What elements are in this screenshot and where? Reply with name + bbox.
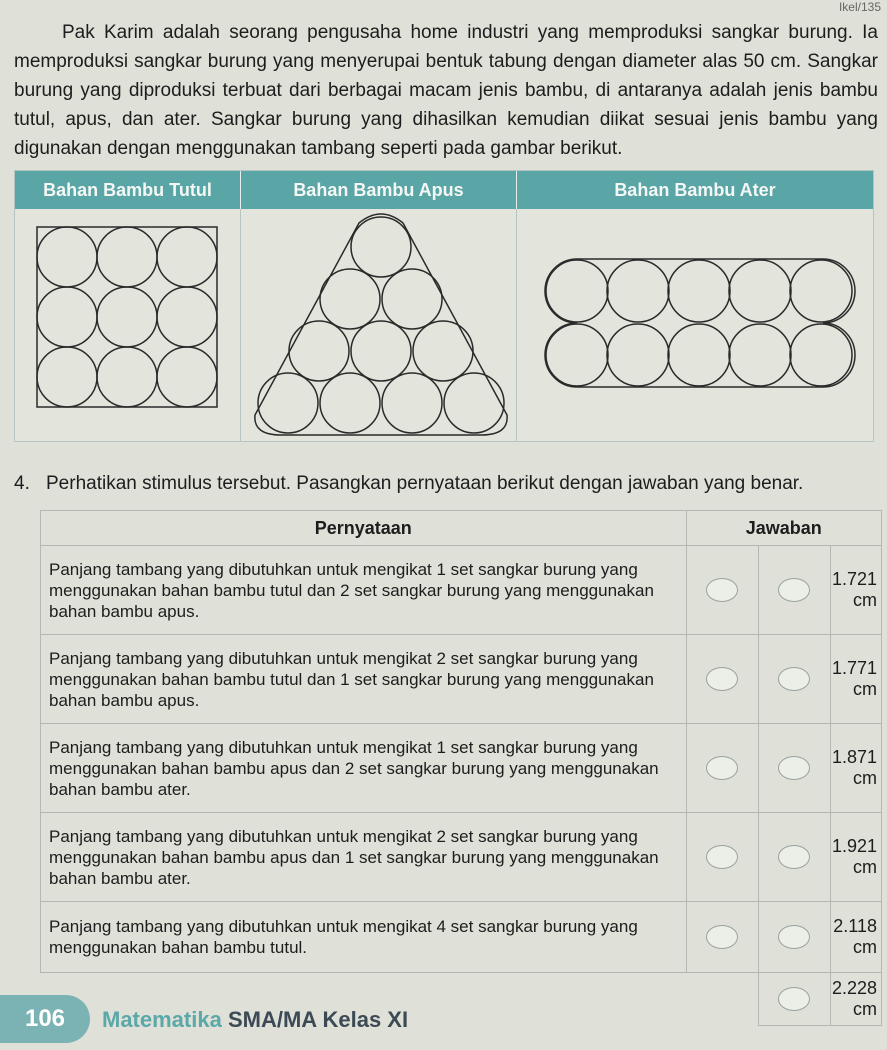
book-level: SMA/MA Kelas XI (227, 1007, 409, 1032)
matching-table (40, 510, 882, 1026)
book-subject: Matematika (102, 1007, 222, 1032)
answer-5: 2.118 cm (830, 902, 881, 973)
answer-connector-1[interactable] (778, 578, 810, 602)
header-tutul: Bahan Bambu Tutul (15, 171, 241, 209)
corner-page-ref: Ikel/135 (838, 0, 881, 14)
answer-6: 2.228 cm (830, 973, 881, 1026)
book-title (102, 1007, 408, 1033)
page-number: 106 (0, 995, 90, 1043)
header-apus: Bahan Bambu Apus (241, 171, 517, 209)
answer-2: 1.771 cm (830, 635, 881, 724)
statement-1: Panjang tambang yang dibutuhkan untuk mengikat 1 set sangkar burung yang menggunakan bahan bambu tutul dan 2 set sangkar burung yang menggunakan bahan bambu apus. (41, 546, 687, 635)
table-row (41, 902, 882, 973)
header-ater: Bahan Bambu Ater (614, 179, 776, 200)
question-text: Perhatikan stimulus tersebut. Pasangkan pernyataan berikut dengan jawaban yang benar. (46, 473, 804, 494)
apus-figure-cell (241, 209, 517, 441)
col-answer-header: Jawaban (686, 511, 881, 546)
tutul-figure-cell (15, 209, 241, 441)
statement-5: Panjang tambang yang dibutuhkan untuk mengikat 4 set sangkar burung yang menggunakan bahan bambu tutul. (41, 902, 687, 973)
ater-figure-cell (517, 209, 873, 441)
tutul-bundle-diagram (15, 209, 240, 441)
answer-connector-5[interactable] (778, 925, 810, 949)
question-number: 4. (14, 473, 30, 494)
table-header-row (41, 511, 882, 546)
answer-1: 1.721 cm (830, 546, 881, 635)
col-statement-header: Pernyataan (41, 511, 687, 546)
table-row (41, 635, 882, 724)
table-row (41, 546, 882, 635)
stimulus-header (15, 171, 873, 209)
table-row (41, 724, 882, 813)
question-4 (14, 473, 803, 495)
statement-connector-4[interactable] (706, 845, 738, 869)
statement-3: Panjang tambang yang dibutuhkan untuk mengikat 1 set sangkar burung yang menggunakan bahan bambu apus dan 2 set sangkar burung yang menggunakan bahan bambu ater. (41, 724, 687, 813)
answer-connector-4[interactable] (778, 845, 810, 869)
statement-connector-3[interactable] (706, 756, 738, 780)
answer-4: 1.921 cm (830, 813, 881, 902)
statement-2: Panjang tambang yang dibutuhkan untuk mengikat 2 set sangkar burung yang menggunakan bahan bambu tutul dan 1 set sangkar burung yang menggunakan bahan bambu apus. (41, 635, 687, 724)
answer-3: 1.871 cm (830, 724, 881, 813)
table-row (41, 813, 882, 902)
intro-paragraph (14, 18, 878, 163)
apus-bundle-diagram (241, 209, 516, 441)
statement-4: Panjang tambang yang dibutuhkan untuk mengikat 2 set sangkar burung yang menggunakan bahan bambu apus dan 1 set sangkar burung yang menggunakan bahan bambu ater. (41, 813, 687, 902)
statement-connector-1[interactable] (706, 578, 738, 602)
page-footer (0, 995, 887, 1047)
statement-connector-5[interactable] (706, 925, 738, 949)
statement-connector-2[interactable] (706, 667, 738, 691)
answer-connector-2[interactable] (778, 667, 810, 691)
intro-text: Pak Karim adalah seorang pengusaha home industri yang memproduksi sangkar burung. Ia memproduksi sangkar burung yang menyerupai bentuk tabung dengan diameter alas 50 cm. Sangkar burung yang diproduksi terbuat dari berbagai macam jenis bambu, di antaranya adalah jenis bambu tutul, apus, dan ater. Sangkar burung yang dihasilkan kemudian diikat sesuai jenis bambu yang digunakan dengan menggunakan tambang seperti pada gambar berikut. (14, 22, 878, 159)
answer-connector-3[interactable] (778, 756, 810, 780)
ater-bundle-diagram (517, 209, 873, 441)
stimulus-table (14, 170, 874, 442)
